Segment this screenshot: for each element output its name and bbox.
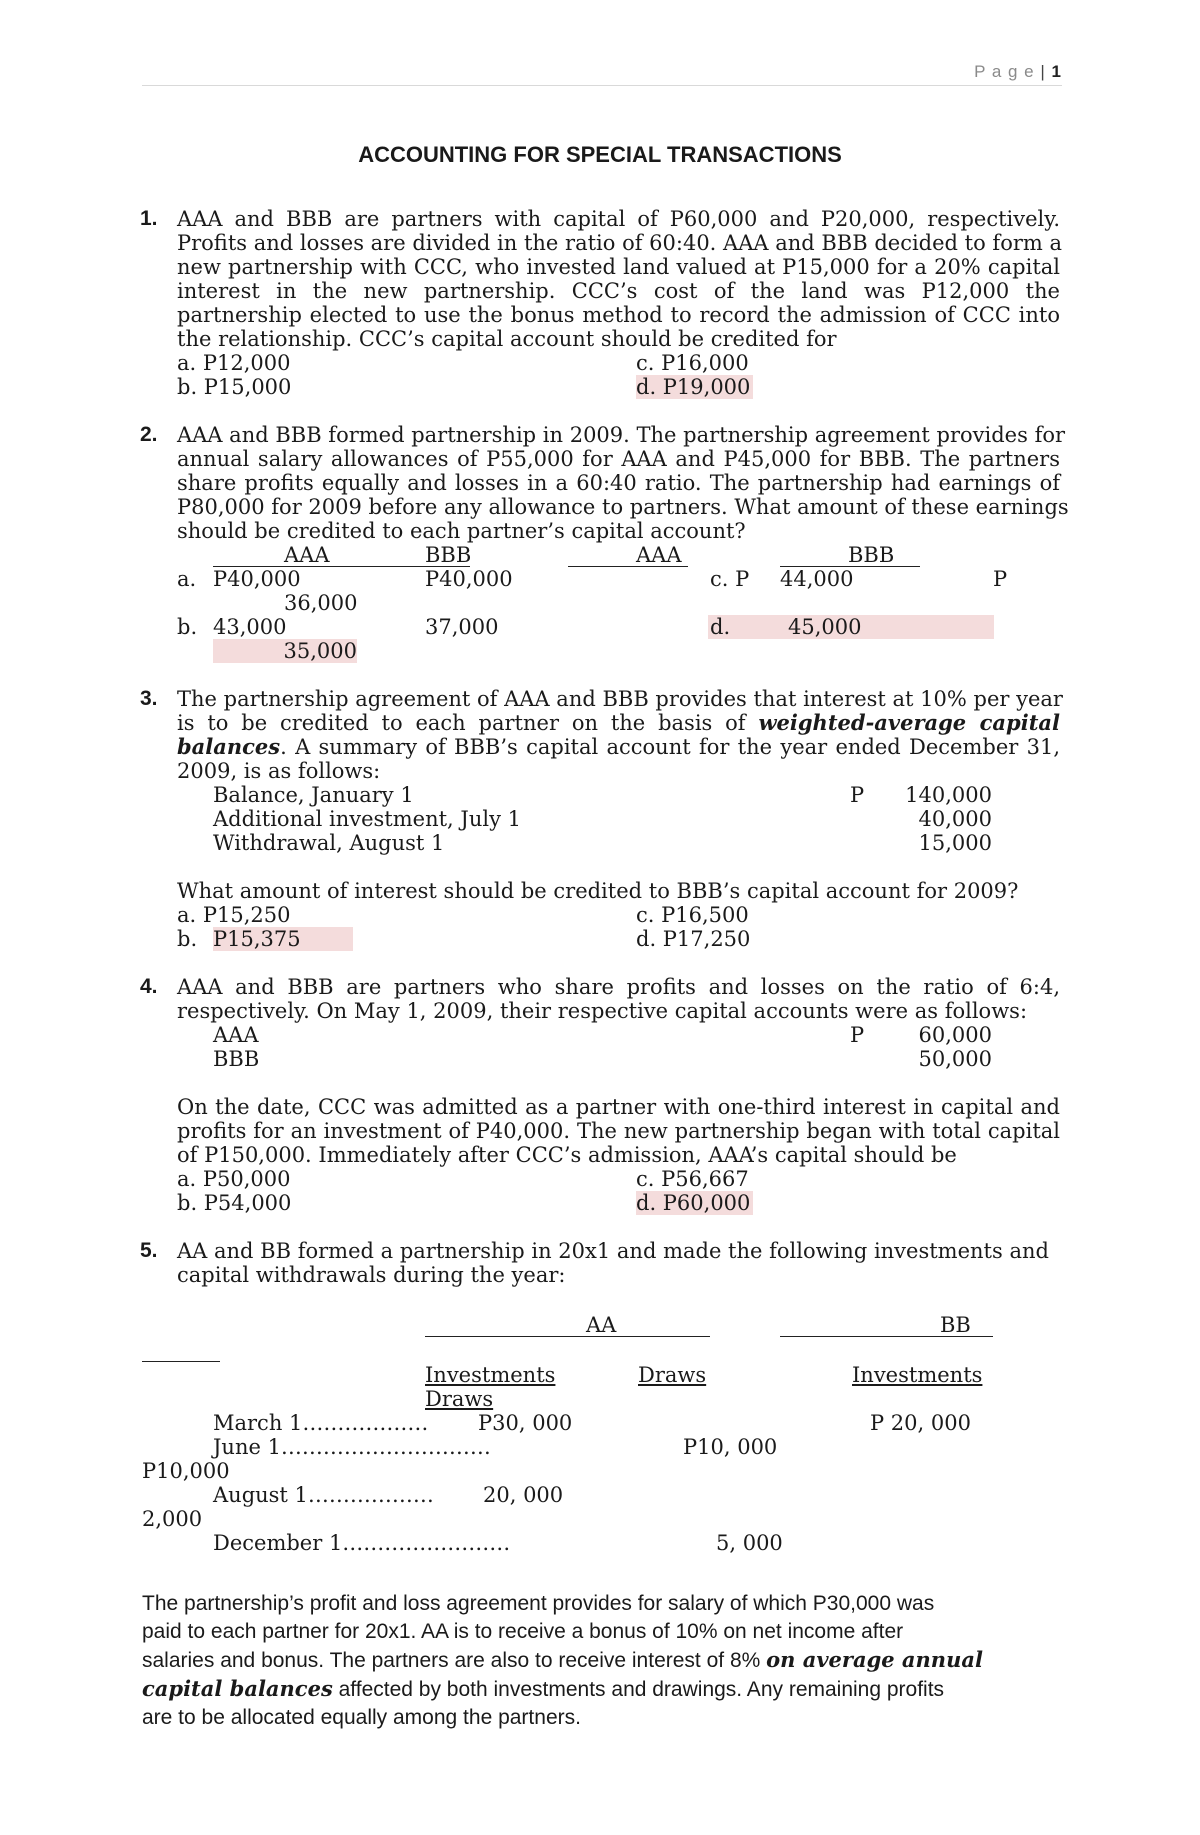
q2-row-c-bbb: 36,000 <box>284 591 358 615</box>
q1-option-a: a. P12,000 <box>177 351 291 375</box>
q5-sub-draws-bb: Draws <box>425 1387 494 1411</box>
q4-option-c: c. P56,667 <box>636 1167 749 1191</box>
q3-line: 2009, is as follows: <box>177 759 381 783</box>
header-rule <box>142 85 1062 86</box>
q2-row-c-p: P <box>993 567 1008 591</box>
q5-row-date: June 1………………………… <box>213 1435 491 1459</box>
q1-line: interest in the new partnership. CCC’s cost of the land was P12,000 the <box>177 279 1060 303</box>
q3-ledger-label: Additional investment, July 1 <box>213 807 521 831</box>
q3-line3-text: . A summary of BBB’s capital account for the year ended December 31, <box>280 735 1060 759</box>
question-2-number: 2. <box>140 423 158 446</box>
q3-line <box>177 735 1060 759</box>
q5-para3-text: salaries and bonus. The partners are also to receive interest of 8% <box>142 1649 761 1672</box>
q3-line: The partnership agreement of AAA and BBB provides that interest at 10% per year <box>177 687 1063 711</box>
q2-header-bbb-2: BBB <box>848 543 895 567</box>
page-header <box>974 60 1062 84</box>
q5-col-aa: AA <box>586 1313 617 1337</box>
q5-row-aa-draw: P10, 000 <box>683 1435 778 1459</box>
q2-header-aaa-2: AAA <box>636 543 682 567</box>
q4-line: respectively. On May 1, 2009, their respective capital accounts were as follows: <box>177 999 1028 1023</box>
q4-option-b: b. P54,000 <box>177 1191 292 1215</box>
q2-row-b-aaa: 43,000 <box>213 615 287 639</box>
q2-row-d-aaa: 45,000 <box>788 615 862 639</box>
question-5-number: 5. <box>140 1239 158 1262</box>
q2-header-underline <box>568 566 688 567</box>
q5-row-bb-draw: P10,000 <box>142 1459 230 1483</box>
q3-ledger-label: Withdrawal, August 1 <box>213 831 445 855</box>
q3-ledger-p: P <box>850 783 865 807</box>
q3-ledger-amount: 140,000 <box>905 783 992 807</box>
question-3-number: 3. <box>140 687 158 710</box>
q5-sub-investments-bb: Investments <box>852 1363 983 1387</box>
q2-line: P80,000 for 2009 before any allowance to partners. What amount of these earnings <box>177 495 1069 519</box>
q5-para-line <box>142 1675 1062 1704</box>
q1-option-c: c. P16,000 <box>636 351 749 375</box>
q5-paragraph <box>142 1590 1062 1732</box>
q2-row-a-label: a. <box>177 567 197 591</box>
q3-option-a: a. P15,250 <box>177 903 291 927</box>
q1-option-b: b. P15,000 <box>177 375 292 399</box>
q5-para3-bold: on average annual <box>766 1647 983 1672</box>
q1-line: new partnership with CCC, who invested land valued at P15,000 for a 20% capital <box>177 255 1060 279</box>
q4-line: On the date, CCC was admitted as a partner with one-third interest in capital and <box>177 1095 1060 1119</box>
q3-line3-bold: balances <box>177 734 281 759</box>
q5-sub-investments-aa: Investments <box>425 1363 556 1387</box>
q1-line: Profits and losses are divided in the ratio of 60:40. AAA and BBB decided to form a <box>177 231 1062 255</box>
q3-ledger-amount: 40,000 <box>918 807 992 831</box>
q2-row-c-aaa: 44,000 <box>780 567 854 591</box>
q3-option-c: c. P16,500 <box>636 903 749 927</box>
q2-header-aaa-1: AAA <box>284 543 330 567</box>
q4-line: AAA and BBB are partners who share profits and losses on the ratio of 6:4, <box>177 975 1060 999</box>
q5-row-aa-draw: 5, 000 <box>716 1531 783 1555</box>
q1-option-d-highlighted: d. P19,000 <box>636 375 753 399</box>
q2-row-b-label: b. <box>177 615 198 639</box>
q5-para4-text: affected by both investments and drawings. Any remaining profits <box>338 1678 945 1701</box>
q4-option-d-highlighted: d. P60,000 <box>636 1191 753 1215</box>
page-number: 1 <box>1051 62 1062 81</box>
q2-row-c-label: c. P <box>710 567 750 591</box>
q2-line: should be credited to each partner’s capital account? <box>177 519 746 543</box>
q5-row-aa-inv: P30, 000 <box>478 1411 573 1435</box>
q3-ledger-label: Balance, January 1 <box>213 783 414 807</box>
q2-header-bbb-1: BBB <box>425 543 472 567</box>
page-word: P a g e <box>974 62 1035 81</box>
q4-account-amount: 60,000 <box>918 1023 992 1047</box>
q5-line: capital withdrawals during the year: <box>177 1263 566 1287</box>
q2-row-d-label: d. <box>710 615 731 639</box>
q1-line: AAA and BBB are partners with capital of P60,000 and P20,000, respectively. <box>177 207 1060 231</box>
q5-para-line: The partnership’s profit and loss agreement provides for salary of which P30,000 was <box>142 1592 935 1615</box>
q5-row-bb-draw: 2,000 <box>142 1507 203 1531</box>
q3-option-d: d. P17,250 <box>636 927 751 951</box>
q5-para4-bold: capital balances <box>142 1676 333 1701</box>
q2-line: share profits equally and losses in a 60:40 ratio. The partnership had earnings of <box>177 471 1060 495</box>
q3-line2-bold: weighted-average capital <box>758 710 1060 735</box>
q2-line: AAA and BBB formed partnership in 2009. The partnership agreement provides for <box>177 423 1066 447</box>
q5-row-date: December 1…………………… <box>213 1531 511 1555</box>
q4-account-label: AAA <box>213 1023 259 1047</box>
q5-line: AA and BB formed a partnership in 20x1 and made the following investments and <box>177 1239 1049 1263</box>
q3-option-b-highlighted: P15,375 <box>213 927 353 951</box>
q5-col-bb: BB <box>940 1313 971 1337</box>
page-separator: | <box>1040 62 1046 81</box>
q5-row-bb-inv: P 20, 000 <box>870 1411 971 1435</box>
q1-line: partnership elected to use the bonus method to record the admission of CCC into <box>177 303 1060 327</box>
q5-aa-underline <box>425 1336 710 1337</box>
q5-row-date: August 1……………… <box>213 1483 434 1507</box>
q4-line: profits for an investment of P40,000. The new partnership began with total capital <box>177 1119 1060 1143</box>
q4-account-amount: 50,000 <box>918 1047 992 1071</box>
question-1-number: 1. <box>140 207 158 230</box>
q2-line: annual salary allowances of P55,000 for AAA and P45,000 for BBB. The partners <box>177 447 1060 471</box>
q5-row-aa-inv: 20, 000 <box>483 1483 564 1507</box>
page-title: ACCOUNTING FOR SPECIAL TRANSACTIONS <box>358 142 842 167</box>
q5-sub-draws-aa: Draws <box>638 1363 707 1387</box>
q2-row-a-aaa: P40,000 <box>213 567 301 591</box>
q4-line: of P150,000. Immediately after CCC’s admission, AAA’s capital should be <box>177 1143 957 1167</box>
q2-row-b-bbb: 37,000 <box>425 615 499 639</box>
q5-bb-underline <box>780 1336 993 1337</box>
q3-question: What amount of interest should be credited to BBB’s capital account for 2009? <box>177 879 1019 903</box>
q3-line <box>177 711 1060 735</box>
q5-para-line <box>142 1646 1062 1675</box>
q2-row-d-bbb-highlighted: 35,000 <box>213 639 357 663</box>
q5-row-date: March 1……………… <box>213 1411 429 1435</box>
q5-bb-underline-wrap <box>142 1361 220 1362</box>
q4-account-label: BBB <box>213 1047 260 1071</box>
q3-option-b-label: b. <box>177 927 198 951</box>
question-4-number: 4. <box>140 975 158 998</box>
q3-ledger-amount: 15,000 <box>918 831 992 855</box>
q4-account-p: P <box>850 1023 865 1047</box>
q2-option-d-highlighted <box>708 615 994 639</box>
q4-option-a: a. P50,000 <box>177 1167 291 1191</box>
q2-row-a-bbb: P40,000 <box>425 567 513 591</box>
q1-line: the relationship. CCC’s capital account should be credited for <box>177 327 837 351</box>
q3-line2-text: is to be credited to each partner on the basis of <box>177 711 746 735</box>
q5-para-line: paid to each partner for 20x1. AA is to receive a bonus of 10% on net income after <box>142 1620 904 1643</box>
q5-para-line: are to be allocated equally among the partners. <box>142 1706 581 1729</box>
